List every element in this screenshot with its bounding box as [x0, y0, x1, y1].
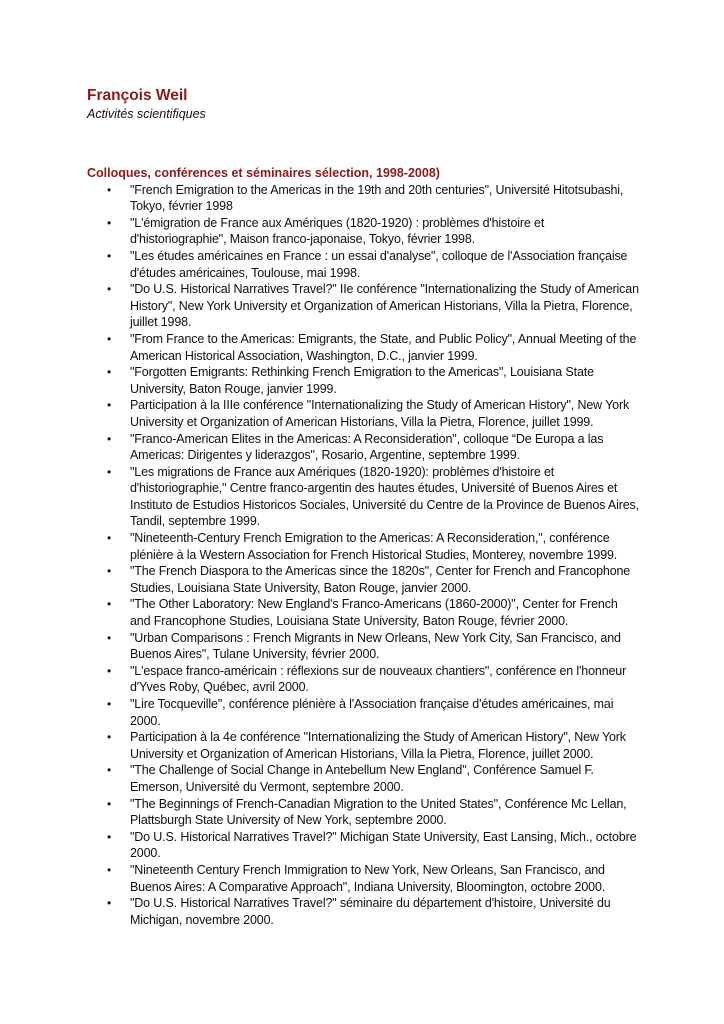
- list-item-text: "The Beginnings of French-Canadian Migration to the United States", Conférence Mc Lellan, Plattsburgh State University of New York, septembre 2000.: [130, 796, 627, 828]
- list-item-text: "Forgotten Emigrants: Rethinking French Emigration to the Americas", Louisiana State University, Baton Rouge, janvier 1999.: [130, 365, 594, 396]
- list-item-text: "Les migrations de France aux Amériques (1820-1920): problèmes d'histoire et d'historiographie," Centre franco-argentin des hautes études, Université of Buenos Aires et Instituto de Estudios Historicos Sociales, Université du Centre de la Province de Buenos Aires, Tandil, septembre 1999.: [130, 464, 639, 529]
- list-item-text: "The Other Laboratory: New England's Franco-Americans (1860-2000)", Center for French and Francophone Studies, Louisiana State University, Baton Rouge, février 2000.: [130, 597, 618, 629]
- bullet-icon: •: [107, 763, 112, 778]
- list-item-text: "L'émigration de France aux Amériques (1820-1920) : problèmes d'histoire et d'historiographie", Maison franco-japonaise, Tokyo, février 1998.: [130, 215, 545, 247]
- bullet-icon: •: [107, 248, 112, 263]
- document-page: [87, 86, 647, 928]
- bullet-icon: •: [107, 796, 112, 811]
- list-item-text: "Do U.S. Historical Narratives Travel?" séminaire du département d'histoire, Université du Michigan, novembre 2000.: [130, 896, 611, 927]
- list-item: [87, 431, 640, 464]
- list-item-text: "L'espace franco-américain : réflexions sur de nouveaux chantiers", conférence en l'honneur d'Yves Roby, Québec, avril 2000.: [130, 663, 627, 695]
- list-item-text: "Urban Comparisons : French Migrants in New Orleans, New York City, San Francisco, and Buenos Aires", Tulane University, février 2000.: [130, 630, 621, 662]
- list-item-text: "From France to the Americas: Emigrants, the State, and Public Policy", Annual Meeting of the American Historical Association, Washington, D.C., janvier 1999.: [130, 331, 637, 363]
- list-item: [87, 563, 640, 596]
- list-item: [87, 895, 640, 928]
- list-item-text: Participation à la IIIe conférence "Internationalizing the Study of American History", New York University et Organization of American Historians, Villa la Pietra, Florence, juillet 1999.: [130, 398, 630, 429]
- bullet-icon: •: [107, 896, 112, 911]
- list-item-text: "Do U.S. Historical Narratives Travel?" Michigan State University, East Lansing, Mich., octobre 2000.: [130, 829, 637, 861]
- bullet-icon: •: [107, 829, 112, 844]
- bullet-icon: •: [107, 663, 112, 678]
- document-subtitle: Activités scientifiques: [87, 107, 206, 121]
- list-item-text: "The Challenge of Social Change in Antebellum New England", Conférence Samuel F. Emerson, Université du Vermont, septembre 2000.: [130, 763, 594, 794]
- bullet-icon: •: [107, 282, 112, 297]
- list-item-text: "Les études américaines en France : un essai d'analyse", colloque de l'Association française d'études américaines, Toulouse, mai 1998.: [130, 248, 628, 280]
- list-item: [87, 281, 640, 331]
- list-item: [87, 464, 640, 530]
- bullet-icon: •: [107, 215, 112, 230]
- list-item-text: "Nineteenth-Century French Emigration to the Americas: A Reconsideration,", conférence plénière à la Western Association for French Historical Studies, Monterey, novembre 1999.: [130, 531, 618, 562]
- bullet-icon: •: [107, 331, 112, 346]
- bullet-icon: •: [107, 398, 112, 413]
- list-item-text: "Nineteenth Century French Immigration to New York, New Orleans, San Francisco, and Buenos Aires: A Comparative Approach", Indiana University, Bloomington, octobre 2000.: [130, 862, 606, 894]
- bullet-icon: •: [107, 862, 112, 877]
- bullet-icon: •: [107, 730, 112, 745]
- list-item: [87, 796, 640, 829]
- bullet-icon: •: [107, 697, 112, 711]
- bullet-icon: •: [107, 564, 112, 579]
- list-item: [87, 331, 640, 364]
- list-item: [87, 829, 640, 862]
- list-item: [87, 248, 640, 281]
- list-item: [87, 397, 640, 430]
- author-name: François Weil: [87, 87, 188, 104]
- list-item-text: "French Emigration to the Americas in the 19th and 20th centuries", Université Hitotsubashi, Tokyo, février 1998: [130, 182, 624, 214]
- list-item: [87, 729, 640, 762]
- list-item: [87, 862, 640, 895]
- list-item: [87, 364, 640, 397]
- bullet-icon: •: [107, 464, 112, 479]
- list-item: [87, 530, 640, 563]
- entries-list: [87, 182, 647, 929]
- list-item-text: "Lire Tocqueville", conférence plénière à l'Association française d'études américaines, mai 2000.: [130, 697, 614, 728]
- bullet-icon: •: [107, 597, 112, 612]
- section-title: Colloques, conférences et séminaires sélection, 1998-2008): [87, 166, 440, 180]
- list-item: [87, 630, 640, 663]
- bullet-icon: •: [107, 431, 112, 446]
- list-item: [87, 215, 640, 248]
- list-item: [87, 596, 640, 629]
- list-item-text: "Do U.S. Historical Narratives Travel?" IIe conférence "Internationalizing the Study of American History", New York University et Organization of American Historians, Villa la Pietra, Florence, juillet 1998.: [130, 282, 639, 330]
- bullet-icon: •: [107, 365, 112, 380]
- list-item: [87, 696, 640, 729]
- list-item-text: Participation à la 4e conférence "Internationalizing the Study of American History", New York University et Organization of American Historians, Villa la Pietra, Florence, juillet 2000.: [130, 730, 626, 761]
- bullet-icon: •: [107, 531, 112, 546]
- list-item-text: "Franco-American Elites in the Americas: A Reconsideration", colloque “De Europa a las Americas: Dirigentes y liderazgos", Rosario, Argentine, septembre 1999.: [130, 431, 604, 463]
- list-item: [87, 663, 640, 696]
- bullet-icon: •: [107, 182, 112, 197]
- list-item-text: "The French Diaspora to the Americas since the 1820s", Center for French and Francophone Studies, Louisiana State University, Baton Rouge, janvier 2000.: [130, 564, 631, 595]
- list-item: [87, 762, 640, 795]
- bullet-icon: •: [107, 630, 112, 645]
- list-item: [87, 182, 640, 215]
